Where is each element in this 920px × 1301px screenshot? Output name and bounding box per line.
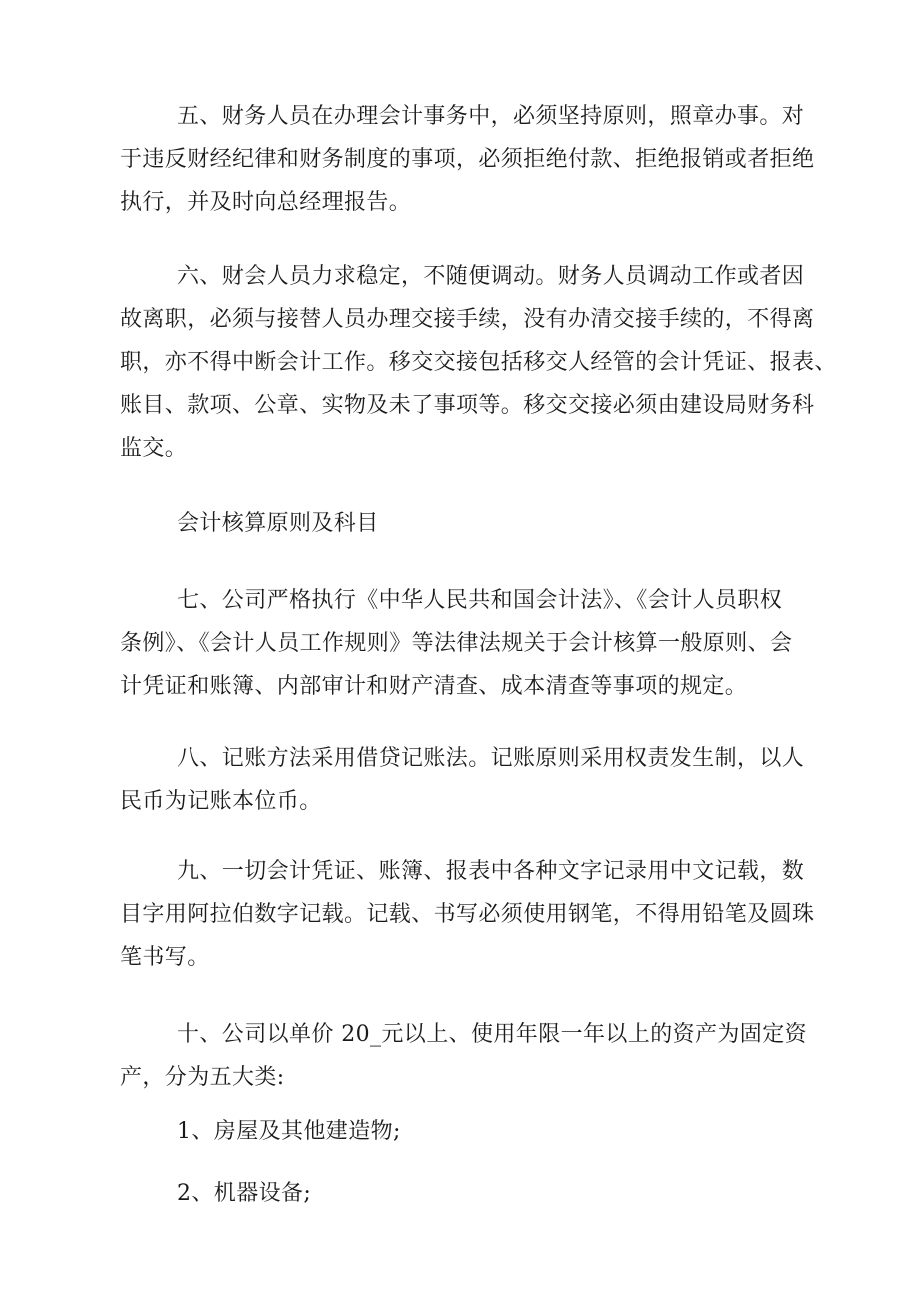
paragraph-7 (120, 579, 800, 708)
section-heading (120, 502, 800, 545)
paragraph-line: 目字用阿拉伯数字记载。记载、书写必须使用钢笔，不得用铅笔及圆珠 (120, 902, 815, 927)
paragraph-6 (120, 255, 837, 470)
paragraph-line: 十、公司以单价 20_元以上、使用年限一年以上的资产为固定资 (177, 1022, 807, 1047)
paragraph-line: 九、一切会计凭证、账簿、报表中各种文字记录用中文记载，数 (177, 859, 805, 884)
paragraph-line: 产，分为五大类: (120, 1065, 285, 1090)
paragraph-line: 执行，并及时向总经理报告。 (120, 190, 412, 215)
paragraph-line: 八、记账方法采用借贷记账法。记账原则采用权责发生制，以人 (177, 746, 805, 771)
paragraph-line: 于违反财经纪律和财务制度的事项，必须拒绝付款、拒绝报销或者拒绝 (120, 147, 815, 172)
paragraph-5 (120, 95, 815, 224)
paragraph-line: 监交。 (120, 436, 188, 461)
paragraph-line: 七、公司严格执行《中华人民共和国会计法》、《会计人员职权 (177, 588, 783, 613)
paragraph-line: 民币为记账本位币。 (120, 789, 322, 814)
paragraph-10 (120, 1013, 807, 1099)
paragraph-line: 职，亦不得中断会计工作。移交交接包括移交人经管的会计凭证、报表、 (120, 350, 837, 375)
paragraph-line: 故离职，必须与接替人员办理交接手续，没有办清交接手续的，不得离 (120, 307, 815, 332)
paragraph-9 (120, 850, 815, 979)
paragraph-line: 账目、款项、公章、实物及未了事项等。移交交接必须由建设局财务科 (120, 393, 815, 418)
list-item-text: 1、房屋及其他建造物; (177, 1119, 401, 1144)
paragraph-line: 笔书写。 (120, 945, 210, 970)
section-heading-text: 会计核算原则及科目 (177, 511, 379, 536)
paragraph-line: 六、财会人员力求稳定，不随便调动。财务人员调动工作或者因 (177, 264, 805, 289)
paragraph-line: 五、财务人员在办理会计事务中，必须坚持原则，照章办事。对 (177, 104, 805, 129)
list-item-1 (120, 1110, 800, 1153)
paragraph-line: 计凭证和账簿、内部审计和财产清查、成本清查等事项的规定。 (120, 674, 748, 699)
paragraph-line: 条例》、《会计人员工作规则》等法律法规关于会计核算一般原则、会 (120, 631, 793, 656)
list-item-2 (120, 1172, 800, 1215)
list-item-text: 2、机器设备; (177, 1181, 312, 1206)
paragraph-8 (120, 737, 805, 823)
